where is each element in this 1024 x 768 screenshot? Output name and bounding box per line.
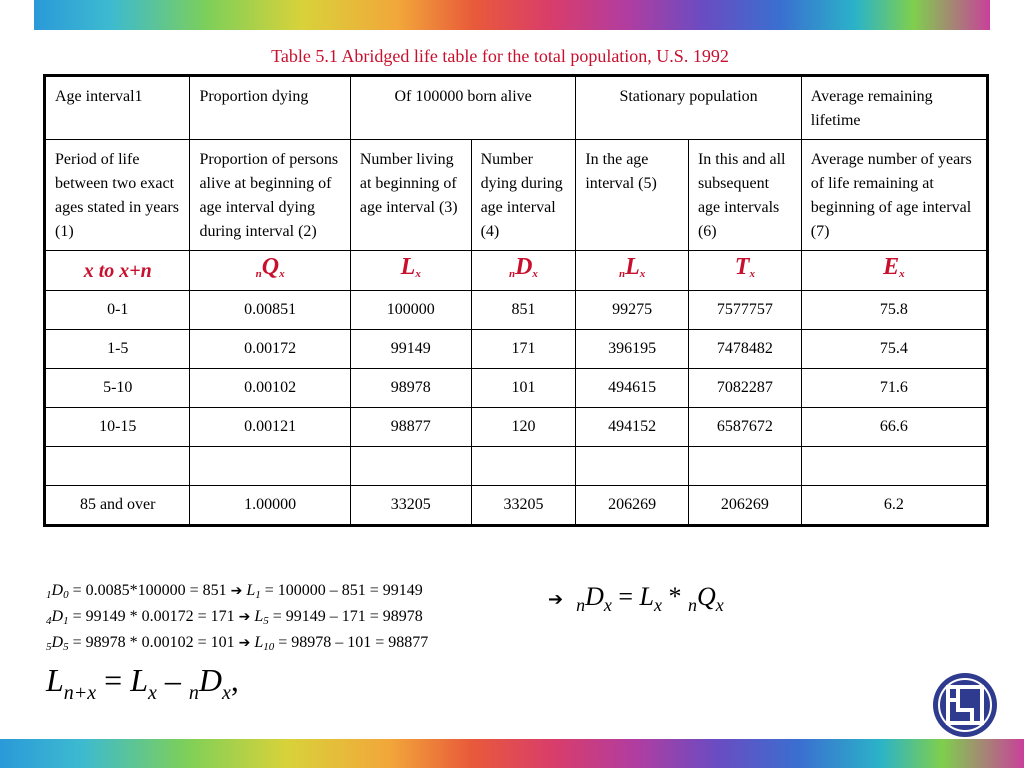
table-cell: 1.00000 [190, 486, 350, 526]
formula-sub: 0 [63, 589, 69, 601]
symbol-main: Q [261, 254, 280, 280]
arrow-right-icon: ➔ [238, 609, 251, 625]
table-cell: 0.00172 [190, 330, 350, 369]
header-stationary: Stationary population [576, 76, 801, 140]
table-cell: 6.2 [801, 486, 987, 526]
table-cell: 0.00851 [190, 291, 350, 330]
table-cell: 33205 [471, 486, 576, 526]
table-cell: 0-1 [45, 291, 190, 330]
table-cell [688, 447, 801, 486]
formula-sub: 1 [255, 589, 261, 601]
formula-sub: x [148, 682, 157, 704]
formula-text: = [96, 662, 131, 698]
table-cell: 206269 [576, 486, 689, 526]
header-proportion-dying: Proportion dying [190, 76, 350, 140]
desc-cell: In the age interval (5) [576, 140, 689, 251]
formula-sub: 5 [63, 641, 69, 653]
formula-text: = [611, 582, 640, 611]
table-cell: 6587672 [688, 408, 801, 447]
table-caption: Table 5.1 Abridged life table for the total population, U.S. 1992 [271, 46, 729, 66]
table-cell: 1-5 [45, 330, 190, 369]
table-row [45, 330, 988, 369]
formula-pre: n [688, 595, 698, 615]
top-color-band [34, 0, 990, 30]
formula-sub: x [715, 595, 724, 615]
arrow-right-icon: ➔ [230, 583, 243, 599]
formula-var: L [246, 582, 256, 599]
table-cell: 851 [471, 291, 576, 330]
formula-block [46, 580, 428, 658]
formula-text: = 0.0085*100000 = 851 [68, 582, 231, 599]
table-cell: 7478482 [688, 330, 801, 369]
table-row [45, 369, 988, 408]
description-row [45, 140, 988, 251]
symbol-nqx [190, 251, 350, 291]
symbol-text: x to x+n [83, 259, 152, 282]
formula-var: Q [697, 582, 716, 611]
institution-logo-icon [930, 670, 1000, 740]
symbol-lx [350, 251, 471, 291]
desc-cell: Average number of years of life remaining at beginning of age interval (7) [801, 140, 987, 251]
arrow-right-icon: ➔ [548, 589, 564, 610]
formula-sub: n+x [63, 682, 97, 704]
formula-sub: 10 [263, 641, 275, 653]
symbol-row [45, 251, 988, 291]
symbol-sub: x [899, 268, 905, 280]
symbol-x-to [45, 251, 190, 291]
symbol-sub: n [508, 268, 516, 280]
desc-cell: Number living at beginning of age interval (3) [350, 140, 471, 251]
formula-sub: 5 [263, 615, 269, 627]
formula-var: D [585, 582, 604, 611]
table-cell: 0.00121 [190, 408, 350, 447]
formula-sub: 1 [63, 615, 69, 627]
formula-sub: x [603, 595, 612, 615]
formula-text: = 99149 * 0.00172 = 171 [68, 608, 239, 625]
symbol-sub: x [415, 268, 421, 280]
formula-pre: 4 [46, 615, 52, 627]
symbol-sub: x [639, 268, 646, 280]
table-cell [190, 447, 350, 486]
formula-text: , [230, 662, 239, 698]
formula-var: L [639, 582, 655, 611]
formula-var: D [51, 582, 64, 599]
formula-sub: x [222, 682, 231, 704]
table-cell: 66.6 [801, 408, 987, 447]
header-row [45, 76, 988, 140]
header-born-alive: Of 100000 born alive [350, 76, 575, 140]
symbol-ex [801, 251, 987, 291]
symbol-sub: x [279, 268, 285, 280]
table-cell: 71.6 [801, 369, 987, 408]
formula-var: D [198, 662, 223, 698]
symbol-main: T [734, 254, 750, 280]
formula-text: = 98978 * 0.00102 = 101 [68, 634, 239, 651]
header-avg-remaining: Average remaining lifetime [801, 76, 987, 140]
table-cell: 100000 [350, 291, 471, 330]
ndx-formula [548, 582, 724, 616]
arrow-right-icon: ➔ [238, 635, 251, 651]
formula-var: L [130, 662, 149, 698]
formula-text: = 98978 – 101 = 98877 [274, 634, 429, 651]
table-cell: 75.8 [801, 291, 987, 330]
symbol-sub: n [255, 268, 262, 280]
formula-text: – [156, 662, 189, 698]
table-cell: 75.4 [801, 330, 987, 369]
table-cell: 494152 [576, 408, 689, 447]
table-cell: 10-15 [45, 408, 190, 447]
symbol-tx [688, 251, 801, 291]
formula-text: * [662, 582, 689, 611]
table-cell: 0.00102 [190, 369, 350, 408]
formula-pre: 5 [46, 641, 52, 653]
table-cell: 171 [471, 330, 576, 369]
table-cell [471, 447, 576, 486]
formula-pre: 1 [46, 589, 52, 601]
table-cell [350, 447, 471, 486]
formula-var: L [254, 634, 264, 651]
formula-sub: x [654, 595, 663, 615]
bottom-color-band [0, 739, 1024, 768]
table-row [45, 447, 988, 486]
symbol-ndx [471, 251, 576, 291]
table-cell: 120 [471, 408, 576, 447]
symbol-main: E [883, 254, 900, 280]
table-cell [801, 447, 987, 486]
table-cell: 99275 [576, 291, 689, 330]
table-cell: 101 [471, 369, 576, 408]
formula-var: L [46, 662, 64, 698]
table-row [45, 408, 988, 447]
formula-line-2 [46, 606, 428, 632]
table-cell: 98978 [350, 369, 471, 408]
table-cell: 5-10 [45, 369, 190, 408]
table-row [45, 291, 988, 330]
lnx-formula [46, 662, 239, 705]
table-cell [45, 447, 190, 486]
table-cell: 396195 [576, 330, 689, 369]
symbol-sub: x [749, 268, 755, 280]
formula-var: D [51, 634, 64, 651]
table-cell: 99149 [350, 330, 471, 369]
table-cell [576, 447, 689, 486]
desc-cell: In this and all subsequent age intervals (6) [688, 140, 801, 251]
table-cell: 494615 [576, 369, 689, 408]
table-row [45, 486, 988, 526]
table-cell: 7577757 [688, 291, 801, 330]
desc-cell: Proportion of persons alive at beginning of age interval dying during interval (2) [190, 140, 350, 251]
formula-line-1 [46, 580, 428, 606]
symbol-main: L [400, 254, 416, 280]
formula-text: = 99149 – 171 = 98978 [268, 608, 423, 625]
symbol-sub: n [618, 268, 626, 280]
life-table [43, 74, 989, 527]
formula-pre: n [188, 682, 199, 704]
desc-cell: Period of life between two exact ages stated in years (1) [45, 140, 190, 251]
symbol-main: D [515, 254, 533, 280]
desc-cell: Number dying during age interval (4) [471, 140, 576, 251]
table-cell: 206269 [688, 486, 801, 526]
formula-line-3 [46, 632, 428, 658]
header-age-interval: Age interval1 [45, 76, 190, 140]
table-cell: 85 and over [45, 486, 190, 526]
formula-text: = 100000 – 851 = 99149 [260, 582, 423, 599]
symbol-nlx [576, 251, 689, 291]
formula-pre: n [576, 595, 586, 615]
formula-var: D [51, 608, 64, 625]
symbol-sub: x [532, 268, 538, 280]
symbol-main: L [625, 254, 640, 280]
formula-var: L [254, 608, 264, 625]
table-cell: 33205 [350, 486, 471, 526]
table-cell: 7082287 [688, 369, 801, 408]
table-cell: 98877 [350, 408, 471, 447]
